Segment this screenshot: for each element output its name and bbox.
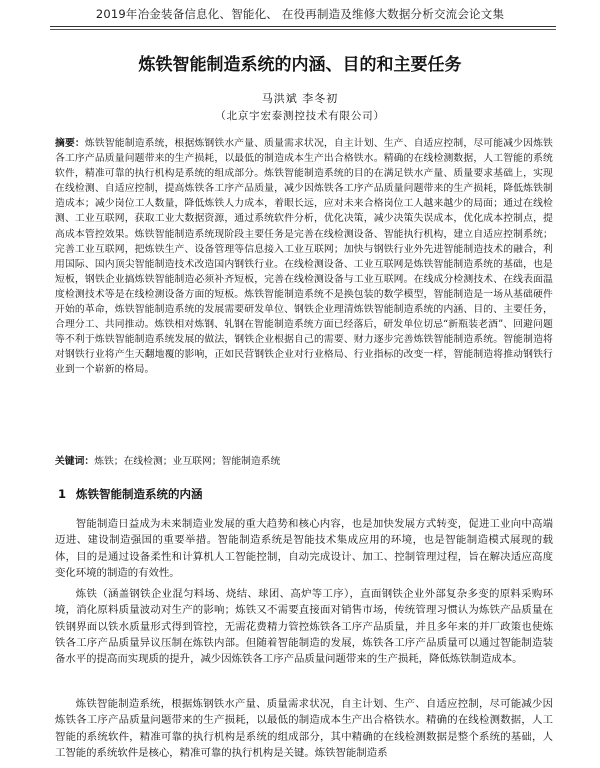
section-title: 炼铁智能制造系统的内涵 xyxy=(76,487,203,501)
body-paragraph-1: 智能制造日益成为未来制造业发展的重大趋势和核心内容，也是加快发展方式转变，促进工业向中高端迈进、建设制造强国的重要举措。智能制造系统是智能技术集成应用的环境，也是智能制造模式展现的载体，目的是通过设备柔性和计算机人工智能控制，自动完成设计、加工、控制管理过程，旨在解决适应高度变化环境的制造的有效性。 xyxy=(55,518,553,579)
section-heading xyxy=(58,486,203,502)
paper-affiliation: （北京宇宏泰测控技术有限公司） xyxy=(215,110,385,122)
section-number: 1 xyxy=(58,487,67,501)
abstract-label: 摘要： xyxy=(55,138,85,149)
keywords-text: 炼铁；在线检测；业互联网；智能制造系统 xyxy=(94,456,281,467)
header-rule xyxy=(50,26,556,27)
running-header: 2019年冶金装备信息化、智能化、 在役再制造及维修大数据分析交流会论文集 xyxy=(95,7,505,21)
keywords-label: 关键词： xyxy=(55,456,95,467)
body-paragraph-2: 炼铁（涵盖钢铁企业混匀料场、烧结、球团、高炉等工序），直面钢铁企业外部复杂多变的原料采购环境，消化原料质量波动对生产的影响；炼铁又不需要直接面对销售市场，传统管理习惯认为炼铁产品质量在铁钢界面以铁水质量形式得到管控，无需花费精力管控炼铁各工序产品质量，并且多年来的并厂政策也使炼铁各工序产品质量异议压制在炼铁内部。但随着智能制造的发展，炼铁各工序产品质量可以通过智能制造装备水平的提高而实现质的提升，减少因炼铁各工序产品质量问题带来的生产损耗，降低炼铁制造成本。 xyxy=(55,588,553,666)
paper-authors: 马洪斌 李冬初 xyxy=(261,92,339,105)
paper-title: 炼铁智能制造系统的内涵、目的和主要任务 xyxy=(138,55,462,75)
keywords xyxy=(55,455,553,469)
body-paragraph-3: 炼铁智能制造系统，根据炼钢铁水产量、质量需求状况，自主计划、生产、自适应控制，尽可能减少因炼铁各工序产品质量问题带来的生产损耗，以最低的制造成本生产出合格铁水。精确的在线检测数据，人工智能的系统软件，精准可靠的执行机构是系统的组成部分，其中精确的在线检测数据是整个系统的基础，人工智能的系统软件是核心，精准可靠的执行机构是关键。炼铁智能制造系 xyxy=(55,698,553,759)
header-rule-thin xyxy=(50,29,556,30)
abstract xyxy=(55,136,553,378)
abstract-text: 炼铁智能制造系统，根据炼钢铁水产量、质量需求状况，自主计划、生产、自适应控制，尽可能减少因炼铁各工序产品质量问题带来的生产损耗，以最低的制造成本生产出合格铁水。精确的在线检测数据，人工智能的系统软件，精准可靠的执行机构是系统的组成部分。炼铁智能制造系统的目的在满足铁水产量、质量要求基础上，实现在线检测、自适应控制，提高炼铁各工序产品质量，减少因炼铁各工序产品质量问题带来的生产损耗，降低炼铁制造成本；减少岗位工人数量，降低炼铁人力成本，着眼长远，应对未来合格岗位工人越来越少的局面；通过在线检测、工业互联网，获取工业大数据资源，通过系统软件分析，优化决策，减少决策失误成本，优化成本控制点，提高成本管控效果。炼铁智能制造系统现阶段主要任务是完善在线检测设备、智能执行机构，建立自适应控制系统；完善工业互联网，把炼铁生产、设备管理等信息接入工业互联网；加快与钢铁行业外先进智能制造技术的融合，利用国际、国内顶尖智能制造技术改造国内钢铁行业。在线检测设备、工业互联网是炼铁智能制造系统的基础，也是短板，钢铁企业搞炼铁智能制造必须补齐短板，完善在线检测设备与工业互联网。在线成分检测技术、在线表面温度检测技术等是在线检测设备方面的短板。炼铁智能制造系统不是换包装的数学模型，智能制造是一场从基础硬件开始的革命，炼铁智能制造系统的发展需要研发单位、钢铁企业理清炼铁智能制造系统的内涵、目的、主要任务，合理分工、共同推动。炼铁相对炼钢、轧钢在智能制造系统方面已经落后，研发单位切忌“新瓶装老酒”、回避问题等不利于炼铁智能制造系统发展的做法，钢铁企业根据自己的需要、财力逐步完善炼铁智能制造系统。智能制造将对钢铁行业将产生天翻地覆的影响，正如民营钢铁企业对行业格局、行业指标的改变一样，智能制造将推动钢铁行业到一个崭新的格局。 xyxy=(55,138,553,376)
